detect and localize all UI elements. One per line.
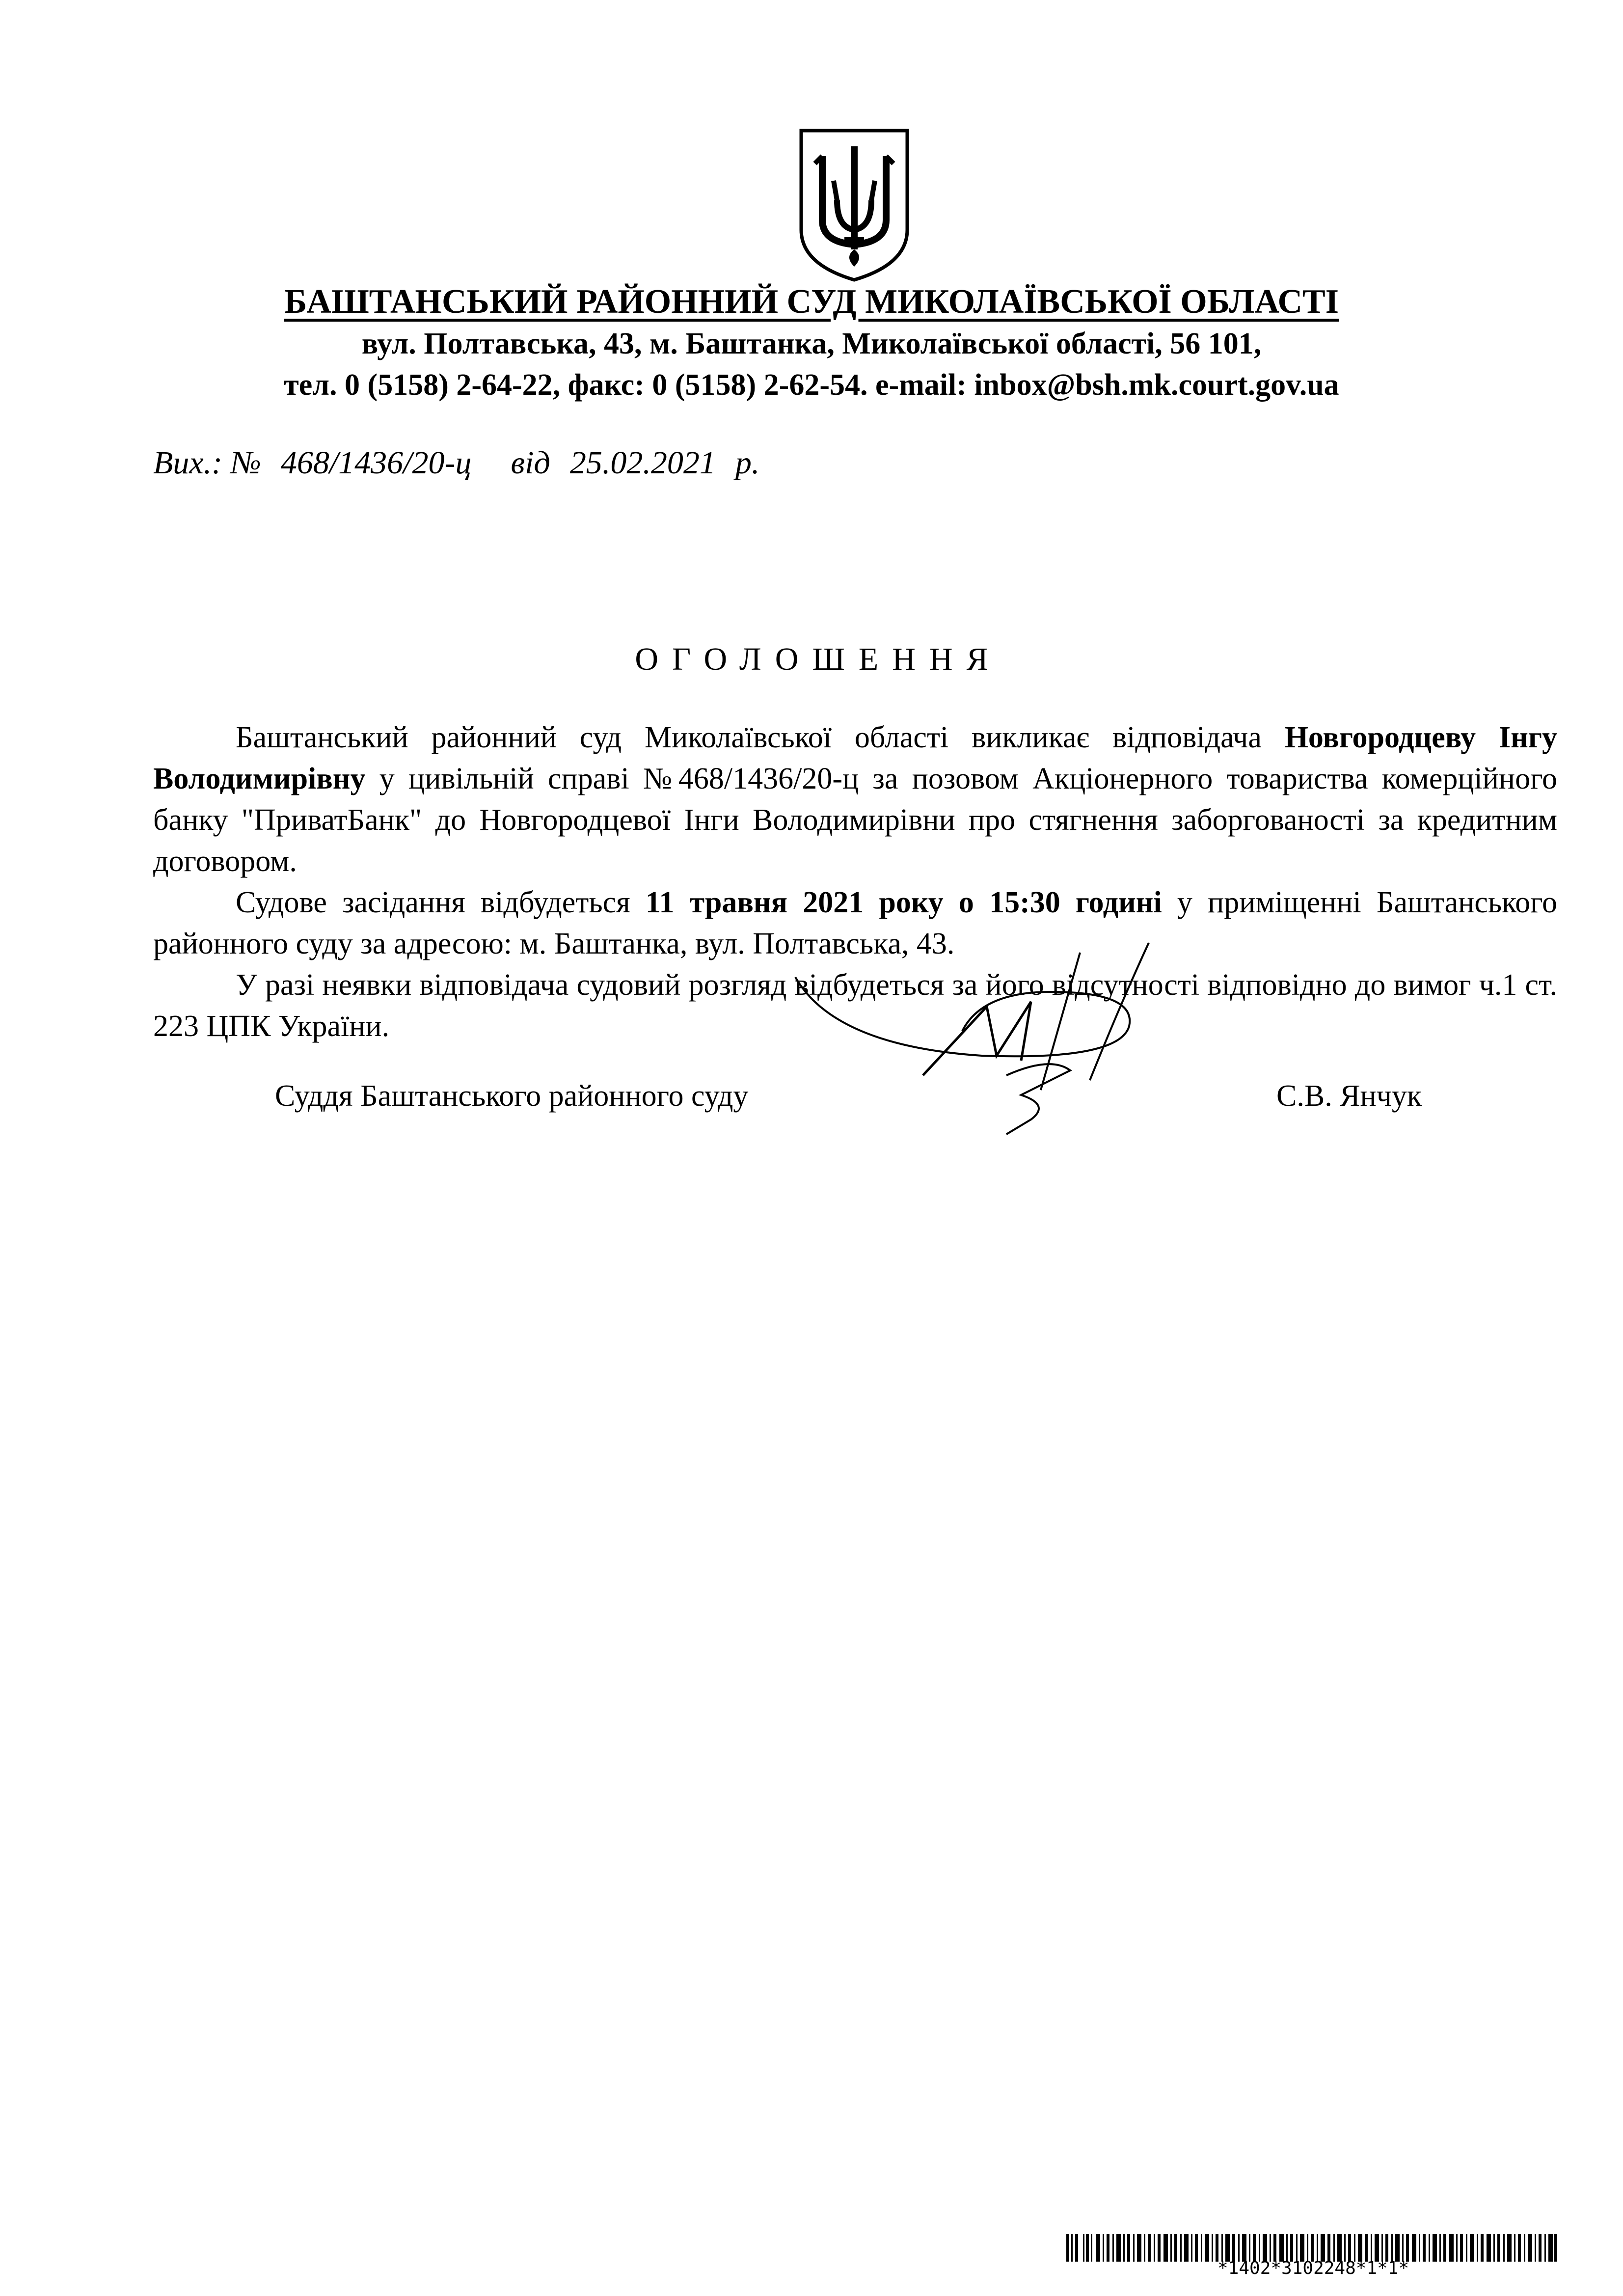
outgoing-date-prefix: від	[511, 445, 550, 481]
outgoing-suffix: р.	[735, 445, 760, 481]
outgoing-number: 468/1436/20-ц	[280, 445, 472, 481]
notice-paragraph-hearing: Судове засідання відбудеться 11 травня 2021 року о 15:30 годині у приміщенні Баштанського районного суду за адресою: м. Баштанка, вул. Полтавська, 43.	[153, 886, 1557, 960]
respondent-name: Новгородцеву Інгу Володимирівну	[153, 721, 1557, 795]
notice-title: ОГОЛОШЕННЯ	[635, 641, 1002, 677]
outgoing-date: 25.02.2021	[569, 445, 716, 481]
court-name: БАШТАНСЬКИЙ РАЙОННИЙ СУД МИКОЛАЇВСЬКОЇ ОБЛАСТІ	[284, 283, 1339, 321]
notice-paragraph-summons: Баштанський районний суд Миколаївської області викликає відповідача Новгородцеву Інгу Володимирівну у цивільній справі №468/1436/20-ц за позовом Акціонерного товариства комерційного банку "ПриватБанк" до Новгородцевої Інги Володимирівни про стягнення заборгованості за кредитним договором.	[153, 721, 1557, 878]
court-contacts: тел. 0 (5158) 2-64-22, факс: 0 (5158) 2-62-54. e-mail: inbox@bsh.mk.court.gov.ua	[284, 368, 1339, 402]
barcode-number: *1402*3102248*1*1*	[1217, 2258, 1409, 2278]
outgoing-prefix: Вих.: №	[153, 445, 261, 481]
judge-name: С.В. Янчук	[1276, 1079, 1422, 1113]
outgoing-reference	[153, 442, 759, 484]
hearing-date: 11 травня 2021 року о 15:30 годині	[645, 886, 1162, 919]
court-address: вул. Полтавська, 43, м. Баштанка, Миколаївської області, 56 101,	[361, 327, 1262, 360]
notice-paragraph-absence: У разі неявки відповідача судовий розгляд відбудеться за його відсутності відповідно до вимог ч.1 ст. 223 ЦПК України.	[153, 968, 1557, 1043]
trident-coat-of-arms-icon	[795, 127, 913, 284]
judge-label: Суддя Баштанського районного суду	[275, 1079, 749, 1113]
handwritten-signature-icon	[776, 933, 1217, 1178]
